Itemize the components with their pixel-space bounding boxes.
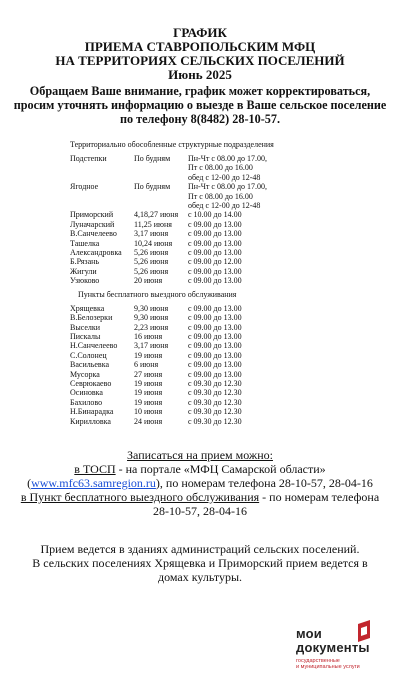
schedule-time: с 09.00 до 13.00 <box>188 303 242 313</box>
tosp-text-1: - на портале «МФЦ Самарской области» <box>115 461 326 476</box>
schedule-days: 9,30 июня <box>134 303 169 313</box>
notice-text: Обращаем Ваше внимание, график может корректироваться, просим уточнять информацию о выезде в Ваше сельское поселение по телефону 8(8482) 28-10-57. <box>13 84 387 126</box>
schedule-time <box>188 276 298 285</box>
schedule-row <box>70 154 298 182</box>
schedule-time: с 09.30 до 12.30 <box>188 416 242 426</box>
place-name: В.Белозерки <box>70 313 113 323</box>
schedule-row <box>70 210 298 219</box>
place-name: Бахилово <box>70 397 103 407</box>
document-header <box>0 0 400 126</box>
section-2-label: Пункты бесплатного выездного обслуживания <box>78 289 237 299</box>
place-name: Приморский <box>70 210 114 220</box>
place-name: Севрюкаево <box>70 378 112 388</box>
schedule-time: с 09.30 до 12.30 <box>188 407 242 417</box>
schedule-days: 3,17 июня <box>134 341 169 351</box>
schedule-days: 24 июня <box>134 416 163 426</box>
place-name: Васильевка <box>70 360 110 370</box>
logo-subtitle <box>296 658 360 670</box>
schedule-time: с 09.00 до 13.00 <box>188 313 242 323</box>
schedule-time: с 09.00 до 13.00 <box>188 341 242 351</box>
schedule-days: 19 июня <box>134 388 163 398</box>
schedule-row <box>70 351 298 360</box>
schedule-time: с 09.30 до 12.30 <box>188 378 242 388</box>
place-name: Узюково <box>70 276 100 286</box>
schedule-time <box>188 154 298 182</box>
schedule-days: 19 июня <box>134 397 163 407</box>
title-month: Июнь 2025 <box>168 67 232 82</box>
schedule-row <box>70 220 298 229</box>
schedule-row <box>70 407 298 416</box>
schedule-days: 10 июня <box>134 407 163 417</box>
site-open-paren: ( <box>27 475 32 490</box>
time-line: с 09.00 до 13.00 <box>188 276 242 286</box>
schedule-row <box>70 182 298 210</box>
place-name: Александровка <box>70 248 122 258</box>
site-link[interactable]: www.mfc63.samregion.ru <box>31 475 156 490</box>
schedule-table-1 <box>70 154 298 286</box>
time-line: с 09.00 до 13.00 <box>188 238 242 248</box>
schedule-days: 10,24 июня <box>134 238 173 248</box>
place-name: Подстепки <box>70 154 107 163</box>
schedule-time <box>188 239 298 248</box>
logo-word-1: мои <box>296 626 322 641</box>
tosp-text-2: ), по номерам телефона 28-10-57, 28-04-16 <box>155 475 373 490</box>
title-line-3: НА ТЕРРИТОРИЯХ СЕЛЬСКИХ ПОСЕЛЕНИЙ <box>55 53 345 68</box>
schedule-time <box>188 220 298 229</box>
place-name: Мусорка <box>70 369 100 379</box>
logo-sub-2: и муниципальные услуги <box>296 664 360 670</box>
signup-heading: Записаться на прием можно: <box>127 447 273 462</box>
schedule-row <box>70 332 298 341</box>
schedule-row <box>70 417 298 426</box>
time-line: обед с 12-00 до 12-48 <box>188 201 261 211</box>
place-name: С.Солонец <box>70 350 107 360</box>
logo-sub-1: государственные <box>296 658 340 664</box>
schedule-time <box>188 257 298 266</box>
tosp-link[interactable]: в ТОСП <box>74 461 116 476</box>
schedule-days: 6 июня <box>134 360 159 370</box>
schedule-days: 27 июня <box>134 369 163 379</box>
footer-line-2: В сельских поселениях Хрящевка и Приморский прием ведется в домах культуры. <box>32 555 368 584</box>
schedule-days: 11,25 июня <box>134 219 172 229</box>
schedule-time: с 09.00 до 13.00 <box>188 331 242 341</box>
schedule-days: По будням <box>134 154 171 163</box>
schedule-row <box>70 276 298 285</box>
schedule-days: 5,26 июня <box>134 266 169 276</box>
signup-block <box>16 448 384 518</box>
schedule-time <box>188 210 298 219</box>
signup-site-line <box>16 476 384 490</box>
schedule-days: 16 июня <box>134 331 163 341</box>
time-line: с 09.00 до 13.00 <box>188 229 242 239</box>
time-line: с 09.00 до 12.00 <box>188 257 242 267</box>
schedule-time: с 09.00 до 13.00 <box>188 350 242 360</box>
place-name: Выселки <box>70 322 101 332</box>
schedule-days: 4,18,27 июня <box>134 210 179 220</box>
schedule-days: 19 июня <box>134 378 163 388</box>
signup-tosp-line <box>16 462 384 476</box>
place-name: Хрящевка <box>70 303 105 313</box>
time-line: с 10.00 до 14.00 <box>188 210 242 220</box>
time-line: с 09.00 до 13.00 <box>188 219 242 229</box>
schedule-days: 5,26 июня <box>134 248 169 258</box>
time-line: Пт с 08.00 до 16.00 <box>188 191 253 201</box>
schedule-row <box>70 341 298 350</box>
schedule-days: 20 июня <box>134 276 163 286</box>
schedule-row <box>70 379 298 388</box>
schedule-days: 3,17 июня <box>134 229 169 239</box>
logo-mark-icon <box>356 620 372 642</box>
schedule-row <box>70 239 298 248</box>
schedule-row <box>70 267 298 276</box>
time-line: обед с 12-00 до 12-48 <box>188 172 261 182</box>
schedule-row <box>70 388 298 397</box>
place-name: Н.Санчелеево <box>70 341 118 351</box>
logo-word-2: документы <box>296 640 370 655</box>
place-name: Ягодное <box>70 182 99 192</box>
schedule-time <box>188 182 298 210</box>
schedule-days: 2,23 июня <box>134 322 169 332</box>
schedule-row <box>70 304 298 313</box>
schedule-row <box>70 323 298 332</box>
section-1-label: Территориально обособленные структурные подразделения <box>70 140 274 149</box>
schedule-time <box>188 267 298 276</box>
time-line: Пн-Чт с 08.00 до 17.00, <box>188 154 268 163</box>
schedule-time: с 09.00 до 13.00 <box>188 322 242 332</box>
title-line-2: ПРИЕМА СТАВРОПОЛЬСКИМ МФЦ <box>84 39 316 54</box>
schedule-row <box>70 313 298 322</box>
time-line: Пн-Чт с 08.00 до 17.00, <box>188 182 268 192</box>
time-line: с 09.00 до 13.00 <box>188 266 242 276</box>
footer-text <box>20 542 380 584</box>
schedule-row <box>70 360 298 369</box>
place-name: Жигули <box>70 266 97 276</box>
schedule-days: 19 июня <box>134 350 163 360</box>
place-name: Б.Рязань <box>70 257 100 267</box>
place-name: В.Санчелеево <box>70 229 117 239</box>
schedule-row <box>70 248 298 257</box>
place-name: Ташелка <box>70 238 100 248</box>
time-line: с 09.00 до 13.00 <box>188 248 242 258</box>
signup-point-line <box>16 490 384 518</box>
place-name: Пискалы <box>70 331 101 341</box>
time-line: Пт с 08.00 до 16.00 <box>188 163 253 173</box>
place-name: Осиновка <box>70 388 103 398</box>
schedule-table-2 <box>70 304 298 426</box>
schedule-time <box>188 229 298 238</box>
point-text: - по номерам телефона 28-10-57, 28-04-16 <box>153 489 380 518</box>
moi-dokumenty-logo <box>296 620 372 676</box>
schedule-days: По будням <box>134 182 171 192</box>
point-link[interactable]: в Пункт бесплатного выездного обслуживания <box>20 489 260 504</box>
place-name: Луначарский <box>70 219 115 229</box>
schedule-days: 9,30 июня <box>134 313 169 323</box>
schedule-time <box>188 248 298 257</box>
place-name: Кирилловка <box>70 416 111 426</box>
title-line-1: ГРАФИК <box>173 25 227 40</box>
schedule-time: с 09.30 до 12.30 <box>188 397 242 407</box>
place-name: Н.Бинарадка <box>70 407 114 417</box>
schedule-row <box>70 257 298 266</box>
schedule-time: с 09.00 до 13.00 <box>188 360 242 370</box>
schedule-time: с 09.00 до 13.00 <box>188 369 242 379</box>
schedule-row <box>70 370 298 379</box>
schedule-row <box>70 398 298 407</box>
schedule-row <box>70 229 298 238</box>
schedule-days: 5,26 июня <box>134 257 169 267</box>
schedule-time: с 09.30 до 12.30 <box>188 388 242 398</box>
footer-line-1: Прием ведется в зданиях администраций сельских поселений. <box>40 541 360 556</box>
